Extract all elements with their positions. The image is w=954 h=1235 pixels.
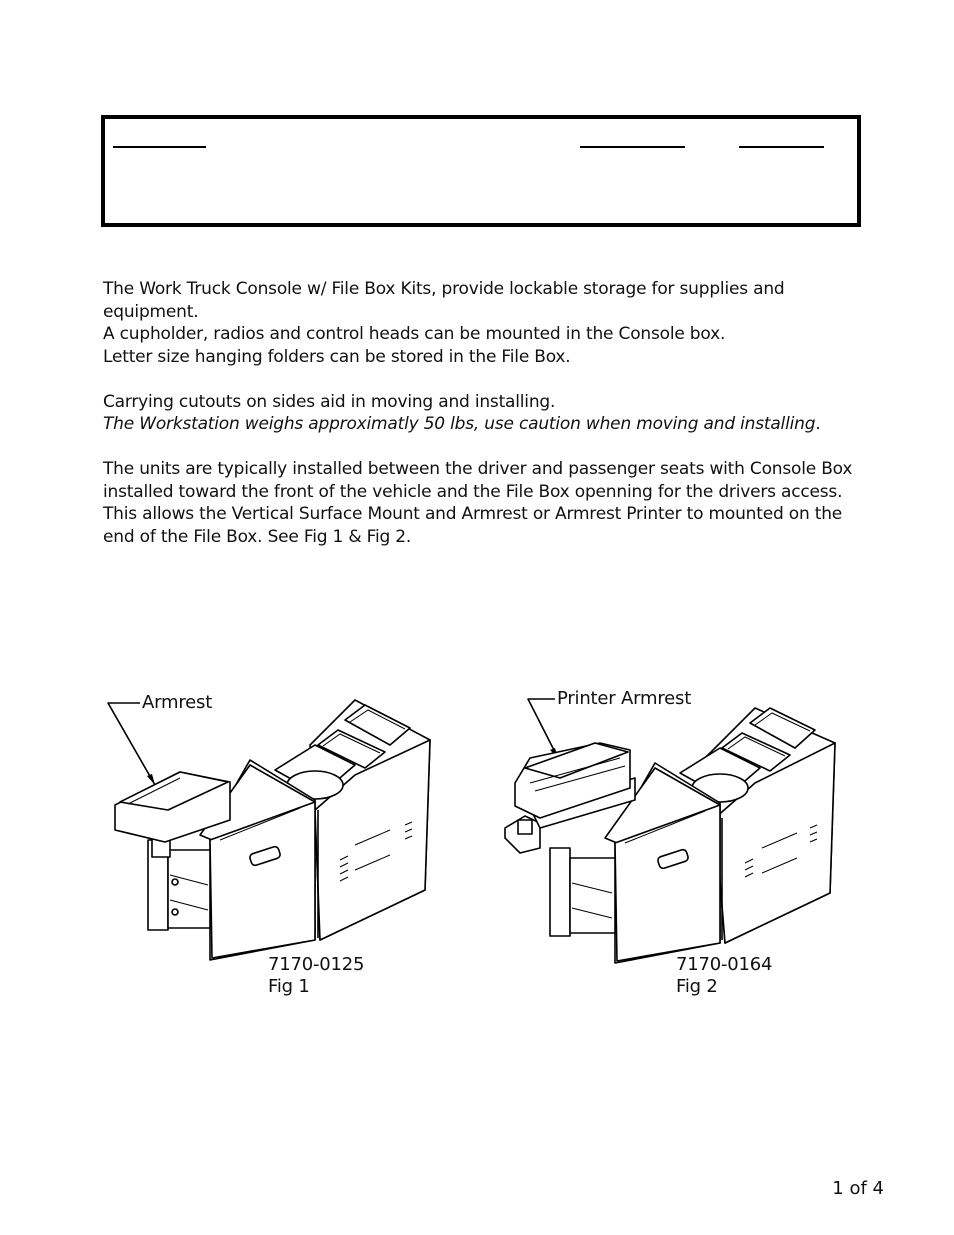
header-blank-line-3 — [739, 146, 824, 148]
fig2-console-drawing — [500, 688, 845, 978]
fig2-callout-label: Printer Armrest — [557, 688, 692, 709]
intro-paragraph-3: Letter size hanging folders can be stored in the File Box. — [103, 346, 571, 367]
fig1-part-number: 7170-0125 — [268, 954, 365, 975]
page-number: 1 of 4 — [832, 1178, 884, 1199]
intro-paragraph-6: The units are typically installed between the driver and passenger seats with Console Box installed toward the front of the vehicle and the File Box openning for the drivers access. This allows the Vertical Surface Mount and Armrest or Armrest Printer to mounted on the end of the File Box. See Fig 1 & Fig 2. — [103, 459, 853, 547]
intro-paragraph-2: A cupholder, radios and control heads can be mounted in the Console box. — [103, 324, 726, 344]
fig2-caption: Fig 2 — [676, 976, 718, 997]
header-blank-line-2 — [580, 146, 685, 148]
weight-warning: The Workstation weighs approximatly 50 lbs, use caution when moving and installing — [103, 414, 816, 434]
fig1-callout-label: Armrest — [142, 692, 213, 713]
fig2-part-number: 7170-0164 — [676, 954, 773, 975]
header-blank-line-1 — [113, 146, 206, 148]
intro-paragraph-4: Carrying cutouts on sides aid in moving and installing. — [103, 391, 556, 412]
intro-text — [103, 278, 863, 548]
intro-paragraph-5: The Workstation weighs approximatly 50 lbs, use caution when moving and installing. — [103, 414, 821, 434]
fig1-console-drawing — [100, 690, 440, 980]
fig1-caption: Fig 1 — [268, 976, 310, 997]
intro-paragraph-1: The Work Truck Console w/ File Box Kits, provide lockable storage for supplies and equipment. — [103, 279, 785, 322]
header-box — [101, 115, 861, 227]
